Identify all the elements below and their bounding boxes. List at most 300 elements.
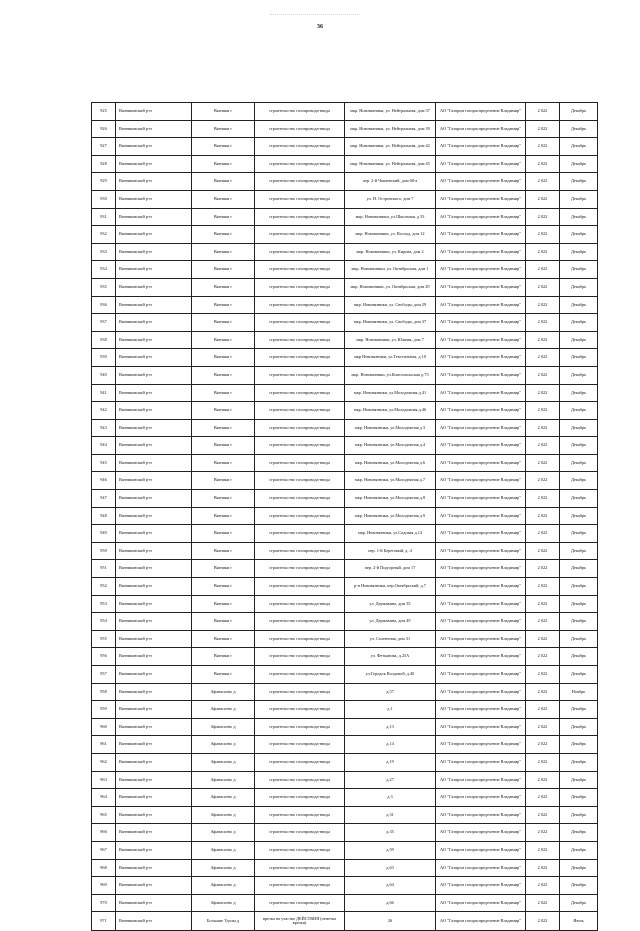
row-number-cell: 934 <box>92 261 116 279</box>
district-cell: Вязниковский р-н <box>116 366 192 384</box>
row-number-cell: 933 <box>92 243 116 261</box>
district-cell: Вязниковский р-н <box>116 103 192 121</box>
table-row <box>92 208 598 226</box>
organization-cell: АО "Газпром газораспределение Владимир" <box>436 314 526 332</box>
work-type-cell: строительство газопровода-ввода <box>255 841 345 859</box>
year-cell: 2 022 <box>526 841 560 859</box>
table-row <box>92 296 598 314</box>
month-cell: Декабрь <box>560 437 598 455</box>
year-cell: 2 022 <box>526 472 560 490</box>
district-cell: Вязниковский р-н <box>116 472 192 490</box>
work-type-cell: строительство газопровода-ввода <box>255 718 345 736</box>
table-row <box>92 525 598 543</box>
month-cell: Декабрь <box>560 190 598 208</box>
table-row <box>92 155 598 173</box>
address-cell: мкр. Нововязники, ул.Молодежная д.46 <box>345 402 436 420</box>
table-row <box>92 542 598 560</box>
year-cell: 2 022 <box>526 507 560 525</box>
locality-cell: Афанасьево д <box>192 736 255 754</box>
locality-cell: Вязники г <box>192 155 255 173</box>
district-cell: Вязниковский р-н <box>116 349 192 367</box>
table-row <box>92 718 598 736</box>
year-cell: 2 022 <box>526 630 560 648</box>
year-cell: 2 022 <box>526 595 560 613</box>
month-cell: Декабрь <box>560 806 598 824</box>
row-number-cell: 945 <box>92 454 116 472</box>
district-cell: Вязниковский р-н <box>116 560 192 578</box>
address-cell: пер. 1-й Береговый, д. 4 <box>345 542 436 560</box>
district-cell: Вязниковский р-н <box>116 278 192 296</box>
row-number-cell: 952 <box>92 578 116 596</box>
district-cell: Вязниковский р-н <box>116 736 192 754</box>
month-cell: Декабрь <box>560 366 598 384</box>
table-row <box>92 226 598 244</box>
district-cell: Вязниковский р-н <box>116 630 192 648</box>
month-cell: Декабрь <box>560 613 598 631</box>
locality-cell: Вязники г <box>192 243 255 261</box>
row-number-cell: 970 <box>92 894 116 912</box>
year-cell: 2 022 <box>526 824 560 842</box>
year-cell: 2 022 <box>526 402 560 420</box>
address-cell: мкр. Нововязники, ул. Нейтральная, дом 39 <box>345 120 436 138</box>
month-cell: Декабрь <box>560 314 598 332</box>
district-cell: Вязниковский р-н <box>116 806 192 824</box>
table-row <box>92 349 598 367</box>
district-cell: Вязниковский р-н <box>116 613 192 631</box>
locality-cell: Афанасьево д <box>192 859 255 877</box>
year-cell: 2 022 <box>526 243 560 261</box>
locality-cell: Вязники г <box>192 173 255 191</box>
month-cell: Декабрь <box>560 349 598 367</box>
row-number-cell: 965 <box>92 806 116 824</box>
month-cell: Декабрь <box>560 261 598 279</box>
month-cell: Декабрь <box>560 173 598 191</box>
work-type-cell: строительство газопровода-ввода <box>255 472 345 490</box>
address-cell: мкр. Нововязники, ул. Нейтральная, дом 37 <box>345 103 436 121</box>
district-cell: Вязниковский р-н <box>116 718 192 736</box>
work-type-cell: строительство газопровода-ввода <box>255 683 345 701</box>
month-cell: Декабрь <box>560 718 598 736</box>
year-cell: 2 022 <box>526 349 560 367</box>
row-number-cell: 950 <box>92 542 116 560</box>
row-number-cell: 971 <box>92 912 116 931</box>
row-number-cell: 929 <box>92 173 116 191</box>
row-number-cell: 931 <box>92 208 116 226</box>
district-cell: Вязниковский р-н <box>116 578 192 596</box>
locality-cell: Афанасьево д <box>192 877 255 895</box>
table-row <box>92 648 598 666</box>
locality-cell: Вязники г <box>192 366 255 384</box>
row-number-cell: 960 <box>92 718 116 736</box>
district-cell: Вязниковский р-н <box>116 190 192 208</box>
district-cell: Вязниковский р-н <box>116 384 192 402</box>
work-type-cell: строительство газопровода-ввода <box>255 261 345 279</box>
address-cell: мкр. Нововязники, ул.Молодежная д.9 <box>345 507 436 525</box>
address-cell: д.59 <box>345 841 436 859</box>
locality-cell: Вязники г <box>192 542 255 560</box>
organization-cell: АО "Газпром газораспределение Владимир" <box>436 877 526 895</box>
row-number-cell: 948 <box>92 507 116 525</box>
work-type-cell: строительство газопровода-ввода <box>255 525 345 543</box>
row-number-cell: 951 <box>92 560 116 578</box>
work-type-cell: строительство газопровода-ввода <box>255 138 345 156</box>
work-type-cell: строительство газопровода-ввода <box>255 771 345 789</box>
table-row <box>92 630 598 648</box>
table-row <box>92 490 598 508</box>
district-cell: Вязниковский р-н <box>116 648 192 666</box>
district-cell: Вязниковский р-н <box>116 138 192 156</box>
work-type-cell: строительство газопровода-ввода <box>255 419 345 437</box>
address-cell: д.35 <box>345 824 436 842</box>
district-cell: Вязниковский р-н <box>116 824 192 842</box>
organization-cell: АО "Газпром газораспределение Владимир" <box>436 454 526 472</box>
locality-cell: Вязники г <box>192 613 255 631</box>
table-row <box>92 701 598 719</box>
address-cell: мкр. Нововязники, ул. Свободы, дом 37 <box>345 314 436 332</box>
organization-cell: АО "Газпром газораспределение Владимир" <box>436 806 526 824</box>
district-cell: Вязниковский р-н <box>116 877 192 895</box>
locality-cell: Вязники г <box>192 226 255 244</box>
row-number-cell: 940 <box>92 366 116 384</box>
row-number-cell: 942 <box>92 402 116 420</box>
locality-cell: Вязники г <box>192 525 255 543</box>
locality-cell: Афанасьево д <box>192 894 255 912</box>
locality-cell: Вязники г <box>192 437 255 455</box>
organization-cell: АО "Газпром газораспределение Владимир" <box>436 525 526 543</box>
row-number-cell: 926 <box>92 120 116 138</box>
work-type-cell: строительство газопровода-ввода <box>255 578 345 596</box>
table-row <box>92 331 598 349</box>
row-number-cell: 938 <box>92 331 116 349</box>
organization-cell: АО "Газпром газораспределение Владимир" <box>436 753 526 771</box>
table-row <box>92 243 598 261</box>
table-row <box>92 173 598 191</box>
address-cell: ул. Державина, дом 35 <box>345 595 436 613</box>
organization-cell: АО "Газпром газораспределение Владимир" <box>436 437 526 455</box>
table-row <box>92 384 598 402</box>
district-cell: Вязниковский р-н <box>116 454 192 472</box>
month-cell: Декабрь <box>560 560 598 578</box>
year-cell: 2 022 <box>526 331 560 349</box>
row-number-cell: 946 <box>92 472 116 490</box>
locality-cell: Вязники г <box>192 331 255 349</box>
organization-cell: АО "Газпром газораспределение Владимир" <box>436 243 526 261</box>
district-cell: Вязниковский р-н <box>116 507 192 525</box>
year-cell: 2 022 <box>526 103 560 121</box>
organization-cell: АО "Газпром газораспределение Владимир" <box>436 560 526 578</box>
year-cell: 2 022 <box>526 525 560 543</box>
year-cell: 2 022 <box>526 490 560 508</box>
locality-cell: Вязники г <box>192 349 255 367</box>
work-type-cell: строительство газопровода-ввода <box>255 648 345 666</box>
work-type-cell: врезка на участке ДЕЙСТВИЯ (отметка врезки) <box>255 912 345 931</box>
year-cell: 2 022 <box>526 120 560 138</box>
locality-cell: Вязники г <box>192 278 255 296</box>
district-cell: Вязниковский р-н <box>116 771 192 789</box>
address-cell: мкр Нововязники, ул.Текстильная, д 10 <box>345 349 436 367</box>
organization-cell: АО "Газпром газораспределение Владимир" <box>436 894 526 912</box>
row-number-cell: 962 <box>92 753 116 771</box>
month-cell: Декабрь <box>560 278 598 296</box>
table-row <box>92 454 598 472</box>
year-cell: 2 022 <box>526 560 560 578</box>
month-cell: Декабрь <box>560 419 598 437</box>
work-type-cell: строительство газопровода-ввода <box>255 226 345 244</box>
month-cell: Декабрь <box>560 877 598 895</box>
work-type-cell: строительство газопровода-ввода <box>255 824 345 842</box>
row-number-cell: 936 <box>92 296 116 314</box>
locality-cell: Вязники г <box>192 419 255 437</box>
table-row <box>92 877 598 895</box>
locality-cell: Афанасьево д <box>192 753 255 771</box>
year-cell: 2 022 <box>526 419 560 437</box>
month-cell: Декабрь <box>560 894 598 912</box>
locality-cell: Афанасьево д <box>192 789 255 807</box>
year-cell: 2 022 <box>526 894 560 912</box>
work-type-cell: строительство газопровода-ввода <box>255 736 345 754</box>
table-row <box>92 560 598 578</box>
locality-cell: Вязники г <box>192 595 255 613</box>
organization-cell: АО "Газпром газораспределение Владимир" <box>436 173 526 191</box>
work-type-cell: строительство газопровода-ввода <box>255 155 345 173</box>
page-number: 36 <box>317 24 323 30</box>
table-row <box>92 507 598 525</box>
locality-cell: Афанасьево д <box>192 771 255 789</box>
district-cell: Вязниковский р-н <box>116 753 192 771</box>
organization-cell: АО "Газпром газораспределение Владимир" <box>436 331 526 349</box>
row-number-cell: 925 <box>92 103 116 121</box>
row-number-cell: 968 <box>92 859 116 877</box>
organization-cell: АО "Газпром газораспределение Владимир" <box>436 490 526 508</box>
district-cell: Вязниковский р-н <box>116 437 192 455</box>
organization-cell: АО "Газпром газораспределение Владимир" <box>436 542 526 560</box>
organization-cell: АО "Газпром газораспределение Владимир" <box>436 226 526 244</box>
month-cell: Декабрь <box>560 701 598 719</box>
month-cell: Декабрь <box>560 296 598 314</box>
organization-cell: АО "Газпром газораспределение Владимир" <box>436 278 526 296</box>
month-cell: Декабрь <box>560 841 598 859</box>
month-cell: Декабрь <box>560 824 598 842</box>
table-row <box>92 806 598 824</box>
table-body <box>92 103 598 931</box>
address-cell: ул. Фетьянова, д.25А <box>345 648 436 666</box>
year-cell: 2 022 <box>526 789 560 807</box>
organization-cell: АО "Газпром газораспределение Владимир" <box>436 103 526 121</box>
year-cell: 2 022 <box>526 155 560 173</box>
row-number-cell: 957 <box>92 666 116 684</box>
table-row <box>92 771 598 789</box>
month-cell: Декабрь <box>560 402 598 420</box>
organization-cell: АО "Газпром газораспределение Владимир" <box>436 824 526 842</box>
year-cell: 2 022 <box>526 578 560 596</box>
gasification-table <box>91 102 598 931</box>
address-cell: д.1 <box>345 701 436 719</box>
district-cell: Вязниковский р-н <box>116 789 192 807</box>
year-cell: 2 022 <box>526 718 560 736</box>
organization-cell: АО "Газпром газораспределение Владимир" <box>436 683 526 701</box>
address-cell: мкр. Нововязники, ул.Молодежная д.3 <box>345 419 436 437</box>
address-cell: мкр. Нововязники, ул. Октябрьская, дом 1 <box>345 261 436 279</box>
month-cell: Декабрь <box>560 208 598 226</box>
district-cell: Вязниковский р-н <box>116 173 192 191</box>
year-cell: 2 022 <box>526 736 560 754</box>
table-row <box>92 578 598 596</box>
address-cell: мкр. Нововязники, ул.Молодежная д.6 <box>345 454 436 472</box>
row-number-cell: 943 <box>92 419 116 437</box>
month-cell: Декабрь <box>560 859 598 877</box>
locality-cell: Вязники г <box>192 630 255 648</box>
row-number-cell: 928 <box>92 155 116 173</box>
month-cell: Ноябрь <box>560 683 598 701</box>
address-cell: д.66 <box>345 894 436 912</box>
organization-cell: АО "Газпром газораспределение Владимир" <box>436 736 526 754</box>
district-cell: Вязниковский р-н <box>116 419 192 437</box>
district-cell: Вязниковский р-н <box>116 331 192 349</box>
work-type-cell: строительство газопровода-ввода <box>255 103 345 121</box>
work-type-cell: строительство газопровода-ввода <box>255 877 345 895</box>
locality-cell: Вязники г <box>192 296 255 314</box>
organization-cell: АО "Газпром газораспределение Владимир" <box>436 384 526 402</box>
district-cell: Вязниковский р-н <box>116 683 192 701</box>
organization-cell: АО "Газпром газораспределение Владимир" <box>436 138 526 156</box>
work-type-cell: строительство газопровода-ввода <box>255 243 345 261</box>
month-cell: Декабрь <box>560 120 598 138</box>
organization-cell: АО "Газпром газораспределение Владимир" <box>436 771 526 789</box>
work-type-cell: строительство газопровода-ввода <box>255 507 345 525</box>
row-number-cell: 954 <box>92 613 116 631</box>
row-number-cell: 964 <box>92 789 116 807</box>
month-cell: Декабрь <box>560 789 598 807</box>
address-cell: д.13 <box>345 718 436 736</box>
address-cell: мкр. Нововязники, ул.Садовая д.14 <box>345 525 436 543</box>
table-row <box>92 419 598 437</box>
work-type-cell: строительство газопровода-ввода <box>255 894 345 912</box>
district-cell: Вязниковский р-н <box>116 595 192 613</box>
table-row <box>92 666 598 684</box>
month-cell: Декабрь <box>560 507 598 525</box>
year-cell: 2 022 <box>526 296 560 314</box>
address-cell: д.57 <box>345 683 436 701</box>
organization-cell: АО "Газпром газораспределение Владимир" <box>436 261 526 279</box>
year-cell: 2 022 <box>526 613 560 631</box>
row-number-cell: 963 <box>92 771 116 789</box>
district-cell: Вязниковский р-н <box>116 841 192 859</box>
year-cell: 2 022 <box>526 226 560 244</box>
month-cell: Декабрь <box>560 331 598 349</box>
organization-cell: АО "Газпром газораспределение Владимир" <box>436 648 526 666</box>
organization-cell: АО "Газпром газораспределение Владимир" <box>436 595 526 613</box>
organization-cell: АО "Газпром газораспределение Владимир" <box>436 912 526 931</box>
table-row <box>92 753 598 771</box>
work-type-cell: строительство газопровода-ввода <box>255 349 345 367</box>
month-cell: Декабрь <box>560 736 598 754</box>
month-cell: Декабрь <box>560 630 598 648</box>
district-cell: Вязниковский р-н <box>116 261 192 279</box>
district-cell: Вязниковский р-н <box>116 120 192 138</box>
year-cell: 2 022 <box>526 859 560 877</box>
work-type-cell: строительство газопровода-ввода <box>255 366 345 384</box>
district-cell: Вязниковский р-н <box>116 525 192 543</box>
locality-cell: Афанасьево д <box>192 718 255 736</box>
district-cell: Вязниковский р-н <box>116 701 192 719</box>
year-cell: 2 022 <box>526 806 560 824</box>
work-type-cell: строительство газопровода-ввода <box>255 490 345 508</box>
organization-cell: АО "Газпром газораспределение Владимир" <box>436 507 526 525</box>
locality-cell: Вязники г <box>192 261 255 279</box>
organization-cell: АО "Газпром газораспределение Владимир" <box>436 402 526 420</box>
work-type-cell: строительство газопровода-ввода <box>255 437 345 455</box>
row-number-cell: 953 <box>92 595 116 613</box>
organization-cell: АО "Газпром газораспределение Владимир" <box>436 349 526 367</box>
month-cell: Декабрь <box>560 384 598 402</box>
table-row <box>92 402 598 420</box>
work-type-cell: строительство газопровода-ввода <box>255 454 345 472</box>
row-number-cell: 956 <box>92 648 116 666</box>
work-type-cell: строительство газопровода-ввода <box>255 120 345 138</box>
organization-cell: АО "Газпром газораспределение Владимир" <box>436 578 526 596</box>
table-row <box>92 314 598 332</box>
locality-cell: Вязники г <box>192 454 255 472</box>
table-row <box>92 278 598 296</box>
address-cell: д.14 <box>345 736 436 754</box>
row-number-cell: 935 <box>92 278 116 296</box>
month-cell: Декабрь <box>560 243 598 261</box>
month-cell: Декабрь <box>560 578 598 596</box>
work-type-cell: строительство газопровода-ввода <box>255 630 345 648</box>
organization-cell: АО "Газпром газораспределение Владимир" <box>436 701 526 719</box>
month-cell: Декабрь <box>560 595 598 613</box>
table-row <box>92 859 598 877</box>
year-cell: 2 022 <box>526 138 560 156</box>
row-number-cell: 947 <box>92 490 116 508</box>
district-cell: Вязниковский р-н <box>116 666 192 684</box>
work-type-cell: строительство газопровода-ввода <box>255 789 345 807</box>
table-row <box>92 595 598 613</box>
address-cell: мкр. Нововязники, ул. Нейтральная, дом 45 <box>345 155 436 173</box>
row-number-cell: 939 <box>92 349 116 367</box>
table-row <box>92 190 598 208</box>
locality-cell: Афанасьево д <box>192 806 255 824</box>
work-type-cell: строительство газопровода-ввода <box>255 560 345 578</box>
work-type-cell: строительство газопровода-ввода <box>255 296 345 314</box>
organization-cell: АО "Газпром газораспределение Владимир" <box>436 630 526 648</box>
work-type-cell: строительство газопровода-ввода <box>255 666 345 684</box>
year-cell: 2 022 <box>526 208 560 226</box>
address-cell: пер. 2-й Подгорный, дом 17 <box>345 560 436 578</box>
locality-cell: Вязники г <box>192 120 255 138</box>
address-cell: ул. Солнечная, дом 31 <box>345 630 436 648</box>
district-cell: Вязниковский р-н <box>116 243 192 261</box>
row-number-cell: 930 <box>92 190 116 208</box>
address-cell: мкр. Нововязники, ул.Молодежная д.41 <box>345 384 436 402</box>
locality-cell: Афанасьево д <box>192 701 255 719</box>
month-cell: Декабрь <box>560 103 598 121</box>
address-cell: д.64 <box>345 877 436 895</box>
locality-cell: Вязники г <box>192 666 255 684</box>
table-row <box>92 912 598 931</box>
work-type-cell: строительство газопровода-ввода <box>255 595 345 613</box>
month-cell: Декабрь <box>560 226 598 244</box>
year-cell: 2 022 <box>526 278 560 296</box>
month-cell: Декабрь <box>560 648 598 666</box>
locality-cell: Вязники г <box>192 190 255 208</box>
row-number-cell: 959 <box>92 701 116 719</box>
district-cell: Вязниковский р-н <box>116 155 192 173</box>
locality-cell: Вязники г <box>192 138 255 156</box>
organization-cell: АО "Газпром газораспределение Владимир" <box>436 666 526 684</box>
scan-smudge <box>270 14 360 21</box>
work-type-cell: строительство газопровода-ввода <box>255 384 345 402</box>
